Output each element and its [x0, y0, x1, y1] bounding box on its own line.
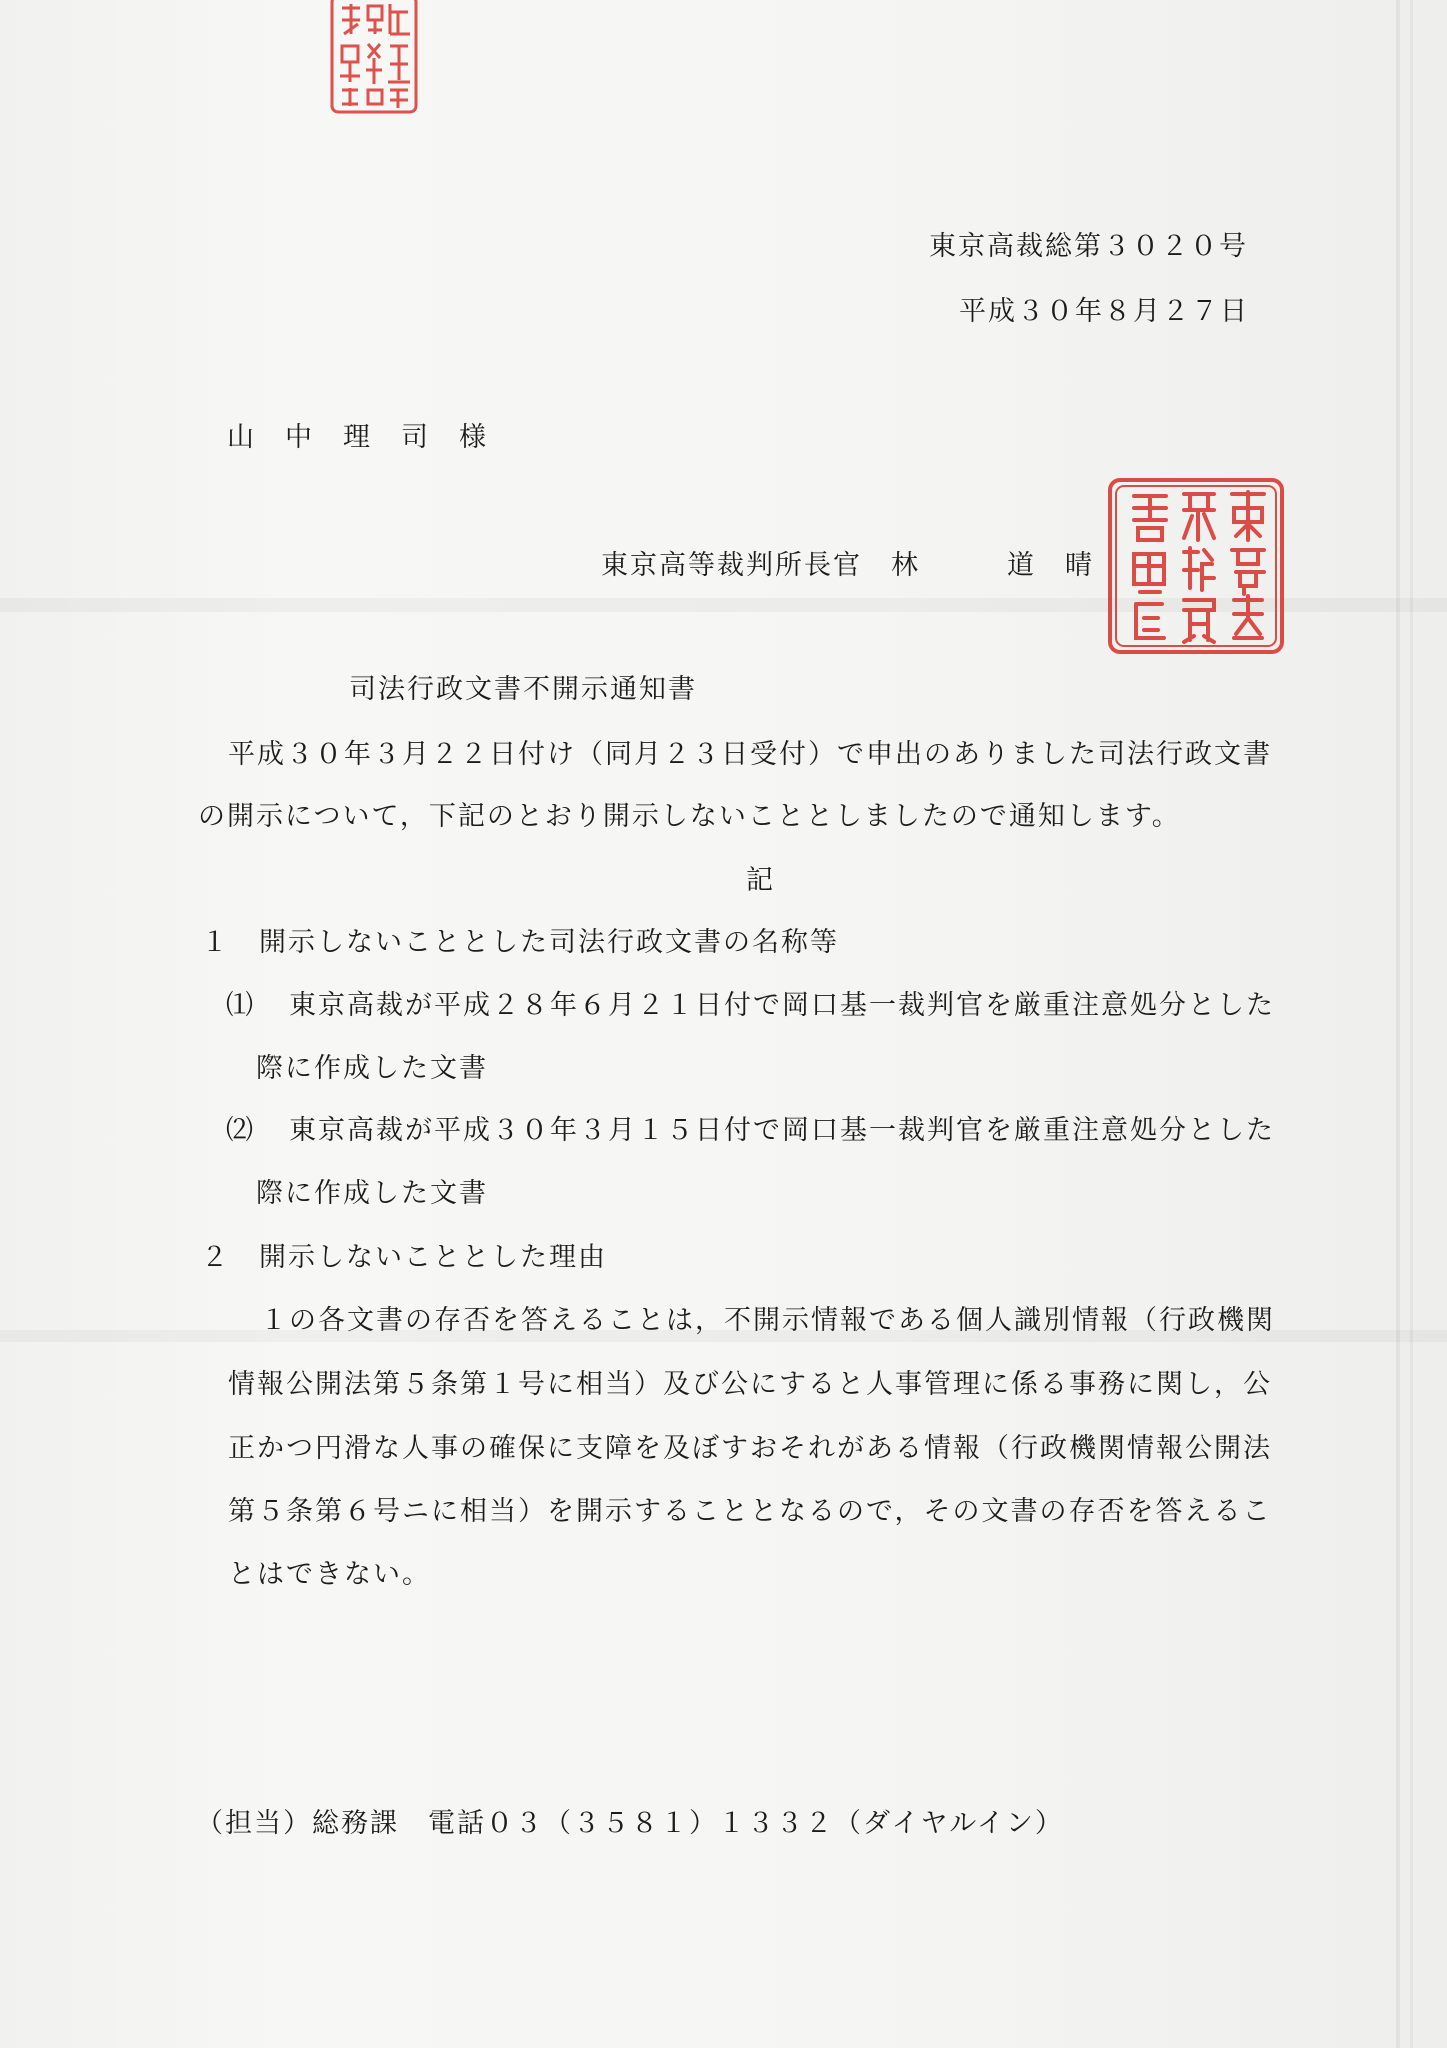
item-1-line-2: 際に作成した文書 [256, 1053, 488, 1084]
item-1-mark: ⑴ [226, 990, 255, 1021]
item-2-line-1: 東京高裁が平成３０年３月１５日付で岡口基一裁判官を厳重注意処分とした [289, 1115, 1275, 1146]
intro-line-2: の開示について，下記のとおり開示しないこととしましたので通知します。 [198, 801, 1181, 832]
ki-marker: 記 [746, 865, 775, 896]
reason-line-2: 情報公開法第５条第１号に相当）及び公にすると人事管理に係る事務に関し，公 [228, 1369, 1272, 1400]
section-1-heading: １ 開示しないこととした司法行政文書の名称等 [201, 927, 839, 958]
official-seal [1104, 474, 1288, 662]
intro-line-1: 平成３０年３月２２日付け（同月２３日受付）で申出のありました司法行政文書 [228, 739, 1272, 770]
paper-fold-line [1410, 0, 1413, 2048]
department-seal-image [328, 0, 420, 118]
department-seal [328, 0, 420, 122]
reason-line-4: 第５条第６号ニに相当）を開示することとなるので，その文書の存否を答えるこ [228, 1496, 1272, 1527]
item-2-mark: ⑵ [226, 1115, 255, 1146]
reference-number: 東京高裁総第３０２０号 [929, 231, 1248, 262]
item-1-line-1: 東京高裁が平成２８年６月２１日付で岡口基一裁判官を厳重注意処分とした [289, 990, 1275, 1021]
sender-name: 東京高等裁判所長官 林 道 晴 [601, 550, 1094, 581]
addressee: 山 中 理 司 様 [227, 422, 488, 453]
paper-fold-line [1396, 0, 1400, 2048]
reason-line-3: 正かつ円滑な人事の確保に支障を及ぼすおそれがある情報（行政機関情報公開法 [228, 1433, 1272, 1464]
contact-info: （担当）総務課 電話０３（３５８１）１３３２（ダイヤルイン） [196, 1808, 1064, 1839]
document-date: 平成３０年８月２７日 [959, 296, 1249, 327]
item-2-line-2: 際に作成した文書 [256, 1178, 488, 1209]
reason-line-1: １の各文書の存否を答えることは，不開示情報である個人識別情報（行政機関 [260, 1305, 1275, 1336]
official-seal-image [1104, 474, 1288, 658]
document-title: 司法行政文書不開示通知書 [349, 674, 697, 705]
reason-line-5: とはできない。 [228, 1559, 431, 1590]
section-2-heading: ２ 開示しないこととした理由 [201, 1242, 607, 1273]
